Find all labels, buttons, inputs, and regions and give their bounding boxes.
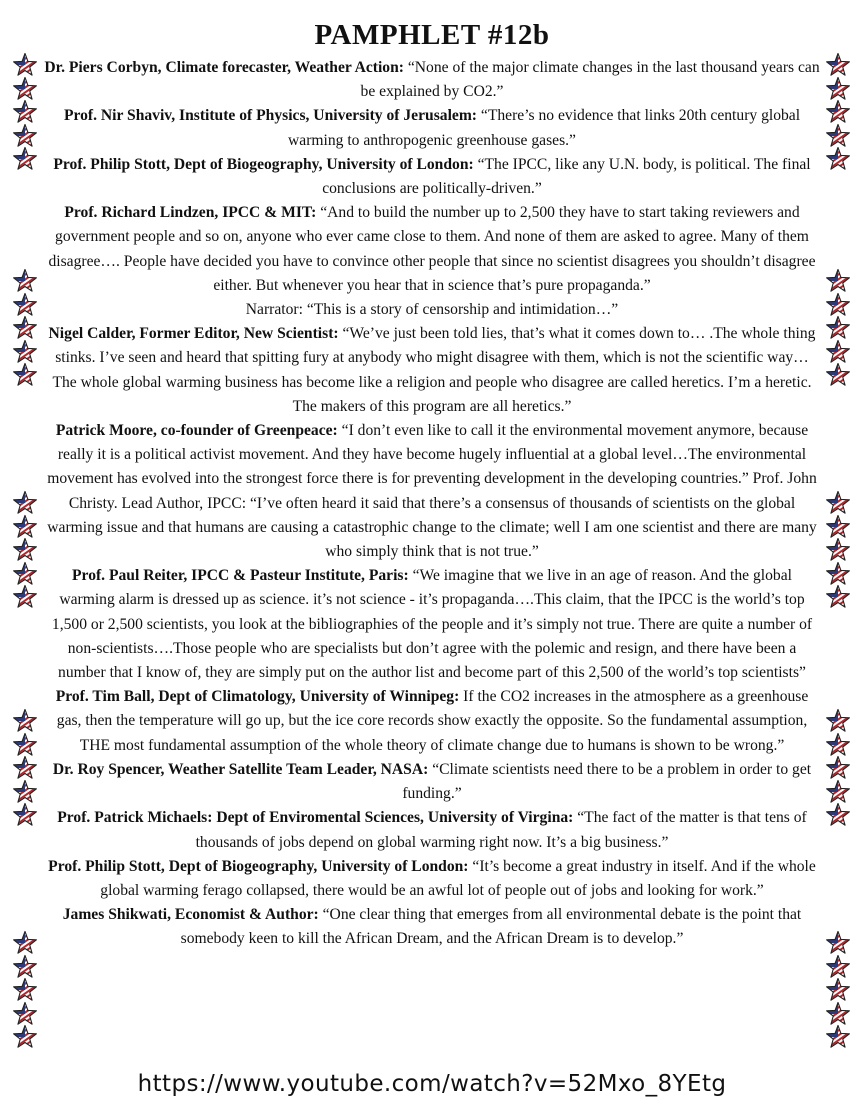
flag-star-icon (12, 930, 38, 956)
star-column-right-5 (825, 930, 851, 1048)
flag-star-icon (12, 561, 38, 587)
quote-speaker: Dr. Piers Corbyn, Climate forecaster, Weather Action: (44, 59, 404, 76)
quote-item (44, 298, 820, 322)
star-column-right-2 (825, 268, 851, 386)
quote-speaker: James Shikwati, Economist & Author: (62, 906, 319, 924)
star-column-right-1 (825, 52, 851, 170)
flag-star-icon (825, 537, 851, 563)
flag-star-icon (825, 362, 851, 388)
flag-star-icon (12, 755, 38, 781)
star-column-left-1 (12, 52, 38, 170)
flag-star-icon (825, 755, 851, 781)
quote-text: “The fact of the matter is that tens of thousands of jobs depend on global warming right now. It’s a big business.” (195, 809, 807, 851)
quote-item (44, 153, 820, 201)
quote-text: “There’s no evidence that links 20th century global warming to anthropogenic greenhouse gases.” (288, 107, 801, 149)
quote-speaker: Prof. Paul Reiter, IPCC & Pasteur Institute, Paris: (72, 567, 409, 585)
flag-star-icon (12, 537, 38, 563)
quote-item (44, 758, 820, 806)
flag-star-icon (12, 514, 38, 540)
quote-speaker: Prof. Patrick Michaels: Dept of Enviromental Sciences, University of Virgina: (57, 809, 574, 827)
flag-star-icon (12, 584, 38, 610)
quote-speaker: Prof. Philip Stott, Dept of Biogeography, University of London: (48, 857, 469, 875)
star-column-right-3 (825, 490, 851, 608)
flag-star-icon (825, 1001, 851, 1027)
flag-star-icon (12, 802, 38, 828)
quote-item (44, 685, 820, 758)
flag-star-icon (825, 977, 851, 1003)
flag-star-icon (825, 315, 851, 341)
flag-star-icon (825, 561, 851, 587)
flag-star-icon (12, 339, 38, 365)
flag-star-icon (825, 76, 851, 102)
quote-text: “I don’t even like to call it the environmental movement anymore, because really it is a political activist movement. And they have become hugely influential at a global level…The environmental movement has evolved into the strongest force there is for preventing development in the developing countries.” Prof. John Christy. Lead Author, IPCC: “I’ve often heard it said that there’s a consensus of thousands of scientists on the global warming issue and that humans are causing a catastrophic change to the climate; well I am one scientist and there are many who simply think that is not true.” (47, 422, 817, 561)
flag-star-icon (825, 708, 851, 734)
flag-star-icon (825, 514, 851, 540)
flag-star-icon (825, 99, 851, 125)
flag-star-icon (825, 779, 851, 805)
flag-star-icon (12, 76, 38, 102)
flag-star-icon (825, 268, 851, 294)
quote-text: “None of the major climate changes in the last thousand years can be explained by CO2.” (360, 59, 820, 101)
quote-speaker: Prof. Philip Stott, Dept of Biogeography, University of London: (53, 155, 474, 173)
flag-star-icon (12, 123, 38, 149)
quote-text: Narrator: “This is a story of censorship and intimidation…” (245, 301, 619, 319)
flag-star-icon (12, 1001, 38, 1027)
flag-star-icon (825, 954, 851, 980)
flag-star-icon (12, 490, 38, 516)
flag-star-icon (825, 292, 851, 318)
flag-star-icon (12, 292, 38, 318)
flag-star-icon (12, 708, 38, 734)
quote-speaker: Prof. Tim Ball, Dept of Climatology, University of Winnipeg: (55, 688, 460, 706)
flag-star-icon (825, 930, 851, 956)
quote-text: “Climate scientists need there to be a problem in order to get funding.” (402, 760, 812, 803)
star-column-left-3 (12, 490, 38, 608)
flag-star-icon (12, 954, 38, 980)
quote-item (44, 419, 820, 564)
flag-star-icon (825, 146, 851, 172)
flag-star-icon (825, 52, 851, 78)
quote-text: “One clear thing that emerges from all environmental debate is the point that somebody keen to kill the African Dream, and the African Dream is to develop.” (180, 906, 802, 948)
quote-text: “And to build the number up to 2,500 they have to start taking reviewers and government people and so on, anyone who ever came close to them. And none of them are asked to agree. Many of them disagree…. People have decided you have to convince other people that since no scientist disagrees you shouldn’t disagree either. But whenever you hear that in science that’s pure propaganda.” (48, 204, 816, 294)
quote-item (44, 322, 820, 419)
quote-speaker: Dr. Roy Spencer, Weather Satellite Team Leader, NASA: (52, 760, 429, 778)
quote-item (44, 56, 820, 104)
flag-star-icon (12, 315, 38, 341)
flag-star-icon (825, 732, 851, 758)
flag-star-icon (12, 362, 38, 388)
quote-item (44, 806, 820, 854)
flag-star-icon (825, 490, 851, 516)
star-column-left-5 (12, 930, 38, 1048)
quote-speaker: Prof. Richard Lindzen, IPCC & MIT: (64, 204, 317, 222)
flag-star-icon (12, 977, 38, 1003)
quote-text: If the CO2 increases in the atmosphere as a greenhouse gas, then the temperature will go up, but the ice core records show exactly the opposite. So the fundamental assumption, THE most fundamental assumption of the whole theory of climate change due to humans is shown to be wrong.” (56, 688, 809, 754)
flag-star-icon (825, 123, 851, 149)
quote-item (44, 104, 820, 152)
star-column-left-4 (12, 708, 38, 826)
flag-star-icon (825, 584, 851, 610)
quote-item (44, 903, 820, 951)
flag-star-icon (12, 146, 38, 172)
flag-star-icon (12, 52, 38, 78)
video-url: https://www.youtube.com/watch?v=52Mxo_8YEtg (137, 1071, 727, 1097)
flag-star-icon (12, 732, 38, 758)
page-title: PAMPHLET #12b (314, 19, 550, 51)
quote-speaker: Patrick Moore, co-founder of Greenpeace: (55, 422, 338, 440)
flag-star-icon (825, 339, 851, 365)
quote-text: “We’ve just been told lies, that’s what it comes down to… .The whole thing stinks. I’ve seen and heard that spitting fury at anybody who might disagree with them, which is not the scientific way…The whole global warming business has become like a religion and people who disagree are called heretics. I’m a heretic. The makers of this program are all heretics.” (52, 325, 816, 415)
flag-star-icon (12, 779, 38, 805)
flag-star-icon (12, 1024, 38, 1050)
flag-star-icon (12, 99, 38, 125)
quote-speaker: Prof. Nir Shaviv, Institute of Physics, University of Jerusalem: (63, 107, 478, 125)
quote-item (44, 855, 820, 903)
quote-text: “It’s become a great industry in itself. And if the whole global warming ferago collapsed, there would be an awful lot of people out of jobs and looking for work.” (100, 857, 816, 899)
star-column-right-4 (825, 708, 851, 826)
quotes-body (44, 56, 820, 952)
quote-text: “The IPCC, like any U.N. body, is political. The final conclusions are politically-driven.” (322, 155, 811, 198)
quote-item (44, 564, 820, 685)
quote-item (44, 201, 820, 298)
flag-star-icon (12, 268, 38, 294)
star-column-left-2 (12, 268, 38, 386)
flag-star-icon (825, 802, 851, 828)
quote-text: “We imagine that we live in an age of reason. And the global warming alarm is dressed up as science. it’s not science - it’s propaganda….This claim, that the IPCC is the world’s top 1,500 or 2,500 scientists, you look at the bibliographies of the people and it’s simply not true. There are quite a number of non-scientists….Those people who are specialists but don’t agree with the polemic and resign, and there have been a number that I know of, they are simply put on the author list and become part of this 2,500 of the world’s top scientists” (51, 567, 813, 682)
flag-star-icon (825, 1024, 851, 1050)
quote-speaker: Nigel Calder, Former Editor, New Scientist: (48, 325, 339, 343)
